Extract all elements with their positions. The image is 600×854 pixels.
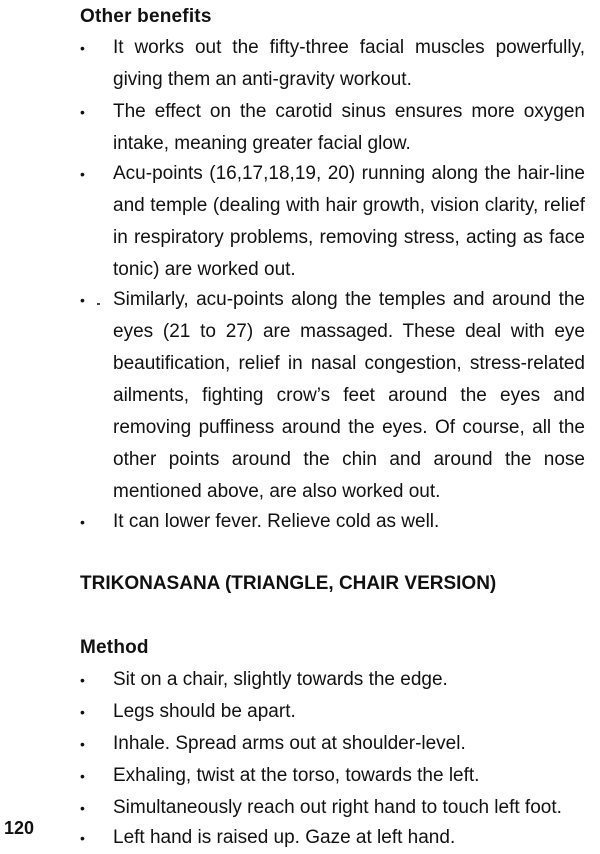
- bullet-icon: •: [80, 292, 85, 308]
- method-step-text: Simultaneously reach out right hand to touch left foot.: [113, 797, 562, 818]
- bullet-icon: •: [80, 704, 85, 720]
- method-step-text: Sit on a chair, slightly towards the edge.: [113, 669, 448, 690]
- method-step-4: [80, 760, 585, 792]
- bullet-icon: •: [80, 514, 85, 530]
- bullet-icon: •: [80, 736, 85, 752]
- method-step-text: Left hand is raised up. Gaze at left hand.: [113, 827, 456, 848]
- benefit-item-text: It works out the fifty-three facial muscles powerfully, giving them an anti-gravity workout.: [113, 37, 585, 90]
- page-number: 120: [4, 818, 35, 838]
- bullet-icon: •: [80, 166, 85, 182]
- benefit-item-4: [80, 284, 585, 508]
- bullet-icon: •: [80, 40, 85, 56]
- benefit-item-text: The effect on the carotid sinus ensures more oxygen intake, meaning greater facial glow.: [113, 101, 585, 154]
- bullet-icon: •: [80, 768, 85, 784]
- method-step-6: [80, 822, 585, 854]
- other-benefits-heading: Other benefits: [80, 6, 212, 27]
- method-step-1: [80, 664, 585, 696]
- benefit-item-1: [80, 32, 585, 96]
- bullet-icon: •: [80, 104, 85, 120]
- trikonasana-heading: TRIKONASANA (TRIANGLE, CHAIR VERSION): [80, 573, 497, 594]
- benefit-item-text: It can lower fever. Relieve cold as well.: [113, 511, 440, 532]
- method-step-3: [80, 728, 585, 760]
- benefit-item-2: [80, 96, 585, 160]
- method-step-5: [80, 792, 585, 824]
- method-step-text: Inhale. Spread arms out at shoulder-level.: [113, 733, 466, 754]
- method-step-2: [80, 696, 585, 728]
- benefit-item-5: [80, 506, 585, 538]
- print-speck: [97, 303, 100, 305]
- benefit-item-3: [80, 158, 585, 286]
- bullet-icon: •: [80, 830, 85, 846]
- bullet-icon: •: [80, 672, 85, 688]
- method-step-text: Exhaling, twist at the torso, towards the left.: [113, 765, 480, 786]
- method-step-text: Legs should be apart.: [113, 701, 296, 722]
- bullet-icon: •: [80, 800, 85, 816]
- benefit-item-text: Acu-points (16,17,18,19, 20) running along the hair-line and temple (dealing with hair growth, vision clarity, relief in respiratory problems, removing stress, acting as face tonic) are worked out.: [113, 163, 585, 280]
- benefit-item-text: Similarly, acu-points along the temples and around the eyes (21 to 27) are massaged. These deal with eye beautification, relief in nasal congestion, stress-related ailments, fighting crow’s feet around the eyes and removing puffiness around the eyes. Of course, all the other points around the chin and around the nose mentioned above, are also worked out.: [113, 289, 585, 502]
- method-heading: Method: [80, 637, 149, 658]
